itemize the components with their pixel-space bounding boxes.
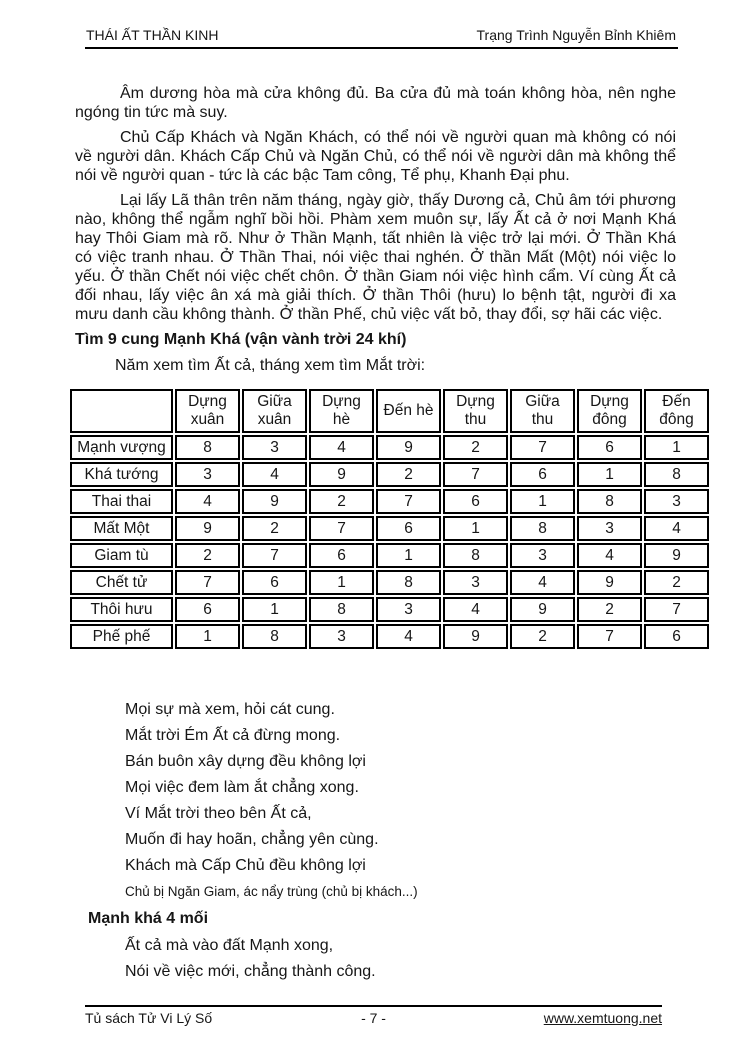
table-cell: 4 <box>510 570 575 595</box>
table-row <box>70 624 709 649</box>
table-cell: 1 <box>242 597 307 622</box>
section-heading-tim-9-cung: Tìm 9 cung Mạnh Khá (vận vành trời 24 khí) <box>75 331 407 348</box>
table-row <box>70 597 709 622</box>
table-row-label: Thai thai <box>70 489 173 514</box>
table-cell: 3 <box>242 435 307 460</box>
verse-line: Ất cả mà vào đất Mạnh xong, <box>125 937 334 954</box>
verse-block <box>125 697 676 879</box>
verse-line: Bán buôn xây dựng đều không lợi <box>125 753 366 770</box>
table-row-label: Chết tử <box>70 570 173 595</box>
table-cell: 4 <box>577 543 642 568</box>
table-cell: 9 <box>644 543 709 568</box>
table-cell: 4 <box>242 462 307 487</box>
table-cell: 2 <box>443 435 508 460</box>
table-row <box>70 516 709 541</box>
header-author: Trạng Trình Nguyễn Bỉnh Khiêm <box>476 27 676 43</box>
table-cell: 7 <box>443 462 508 487</box>
table-row-label: Mạnh vượng <box>70 435 173 460</box>
verse-line: Muốn đi hay hoãn, chẳng yên cùng. <box>125 831 379 848</box>
table-cell: 8 <box>510 516 575 541</box>
table-cell: 2 <box>376 462 441 487</box>
table-column-header: Dựng hè <box>309 389 374 433</box>
table-cell: 4 <box>376 624 441 649</box>
table-column-header <box>70 389 173 433</box>
table-cell: 9 <box>242 489 307 514</box>
verse-line: Mắt trời Ém Ất cả đừng mong. <box>125 727 341 744</box>
table-cell: 2 <box>309 489 374 514</box>
table-cell: 1 <box>443 516 508 541</box>
page-footer <box>85 1010 662 1027</box>
table-cell: 2 <box>510 624 575 649</box>
table-column-header: Dựng thu <box>443 389 508 433</box>
verse-line: Khách mà Cấp Chủ đều không lợi <box>125 857 366 874</box>
table-column-header: Giữa thu <box>510 389 575 433</box>
table-cell: 7 <box>242 543 307 568</box>
table-cell: 1 <box>309 570 374 595</box>
table-cell: 8 <box>644 462 709 487</box>
table-cell: 4 <box>175 489 240 514</box>
table-cell: 7 <box>577 624 642 649</box>
table-cell: 1 <box>175 624 240 649</box>
header-rule <box>85 47 678 49</box>
table-row <box>70 462 709 487</box>
table-row-label: Giam tù <box>70 543 173 568</box>
table-column-header: Đến hè <box>376 389 441 433</box>
table-column-header: Giữa xuân <box>242 389 307 433</box>
table-cell: 9 <box>309 462 374 487</box>
table-cell: 3 <box>376 597 441 622</box>
table-cell: 2 <box>242 516 307 541</box>
table-cell: 6 <box>242 570 307 595</box>
table-cell: 8 <box>577 489 642 514</box>
table-cell: 7 <box>644 597 709 622</box>
paragraph-lai-lay-la-than: Lại lấy Lã thân trên năm tháng, ngày giờ, thấy Dương cả, Chủ âm tới phương nào, không thể ngẫm nghĩ bồi hồi. Phàm xem muôn sự, lấy Ất cả ở nơi Mạnh Khá hay Thôi Giam mà rõ. Như ở Thần Mạnh, tất nhiên là việc trở lại mới. Ở Thần Khá có việc tranh nhau. Ở Thần Thai, nói việc thai nghén. Ở thần Mất (Một) nói việc lo yếu. Ở thần Chết nói việc chết chôn. Ở thần Giam nói việc hình cẩm. Ví cùng Ất cả đối nhau, lấy việc ân xá mà giải thích. Ở thần Thôi (hưu) lo bệnh tật, người đi xa mưu danh cầu không thành. Ở thần Phế, chủ việc vất bỏ, thay đổi, sợ hãi các việc. <box>75 192 676 323</box>
table-cell: 4 <box>644 516 709 541</box>
table-cell: 9 <box>510 597 575 622</box>
table-header-row <box>70 389 709 433</box>
header-book-title: THÁI ẤT THẦN KINH <box>86 27 219 43</box>
table-cell: 6 <box>309 543 374 568</box>
table-cell: 2 <box>175 543 240 568</box>
table-row-label: Thôi hưu <box>70 597 173 622</box>
table-cell: 4 <box>443 597 508 622</box>
table-row <box>70 543 709 568</box>
table-cell: 7 <box>309 516 374 541</box>
table-cell: 9 <box>175 516 240 541</box>
table-cell: 3 <box>309 624 374 649</box>
table-cell: 6 <box>644 624 709 649</box>
table-row <box>70 435 709 460</box>
table-cell: 6 <box>175 597 240 622</box>
table-cell: 9 <box>443 624 508 649</box>
table-row <box>70 489 709 514</box>
table-cell: 7 <box>510 435 575 460</box>
footer-rule <box>85 1005 662 1007</box>
table-cell: 3 <box>644 489 709 514</box>
table-cell: 9 <box>577 570 642 595</box>
table-cell: 9 <box>376 435 441 460</box>
table-cell: 7 <box>175 570 240 595</box>
table-column-header: Đến đông <box>644 389 709 433</box>
verse-note: Chủ bị Ngăn Giam, ác nẩy trùng (chủ bị khách...) <box>125 884 418 899</box>
section-heading-manh-kha-4-moi: Mạnh khá 4 mối <box>88 910 209 927</box>
table-column-header: Dựng xuân <box>175 389 240 433</box>
table-cell: 8 <box>175 435 240 460</box>
table-cell: 3 <box>577 516 642 541</box>
table-cell: 2 <box>644 570 709 595</box>
table-cell: 6 <box>510 462 575 487</box>
page-body <box>75 84 694 985</box>
table-cell: 2 <box>577 597 642 622</box>
table-row-label: Khá tướng <box>70 462 173 487</box>
table-cell: 7 <box>376 489 441 514</box>
table-cell: 8 <box>376 570 441 595</box>
table-cell: 3 <box>510 543 575 568</box>
table-cell: 3 <box>175 462 240 487</box>
table-cell: 6 <box>443 489 508 514</box>
footer-page-number: - 7 - <box>361 1010 386 1026</box>
table-cell: 3 <box>443 570 508 595</box>
manh-kha-9-cung-table <box>68 387 711 651</box>
page-header <box>86 27 676 44</box>
table-row <box>70 570 709 595</box>
table-cell: 1 <box>376 543 441 568</box>
verse-line: Nói về việc mới, chẳng thành công. <box>125 963 376 980</box>
table-cell: 1 <box>644 435 709 460</box>
paragraph-chu-cap-khach: Chủ Cấp Khách và Ngăn Khách, có thể nói về người quan mà không có nói về người dân. Khách Cấp Chủ và Ngăn Chủ, có thể nói về người dân mà không thể nói về người quan - tức là các bậc Tam công, Tể phụ, Khanh Đại phu. <box>75 129 676 184</box>
table-cell: 6 <box>577 435 642 460</box>
verse-line: Mọi việc đem làm ắt chẳng xong. <box>125 779 359 796</box>
table-cell: 8 <box>242 624 307 649</box>
table-cell: 1 <box>577 462 642 487</box>
paragraph-am-duong: Âm dương hòa mà cửa không đủ. Ba cửa đủ mà toán không hòa, nên nghe ngóng tin tức mà suy. <box>75 85 676 121</box>
footer-series-title: Tủ sách Tử Vi Lý Số <box>85 1010 213 1026</box>
table-row-label: Mất Một <box>70 516 173 541</box>
table-column-header: Dựng đông <box>577 389 642 433</box>
table-cell: 8 <box>443 543 508 568</box>
table-row-label: Phế phế <box>70 624 173 649</box>
footer-website-link[interactable]: www.xemtuong.net <box>543 1010 663 1026</box>
verse-line: Ví Mắt trời theo bên Ất cả, <box>125 805 312 822</box>
verse-block-2 <box>125 933 676 985</box>
table-cell: 4 <box>309 435 374 460</box>
verse-line: Mọi sự mà xem, hỏi cát cung. <box>125 701 335 718</box>
table-cell: 6 <box>376 516 441 541</box>
table-cell: 8 <box>309 597 374 622</box>
table-cell: 1 <box>510 489 575 514</box>
table-intro-line: Năm xem tìm Ất cả, tháng xem tìm Mắt trời: <box>115 357 426 374</box>
